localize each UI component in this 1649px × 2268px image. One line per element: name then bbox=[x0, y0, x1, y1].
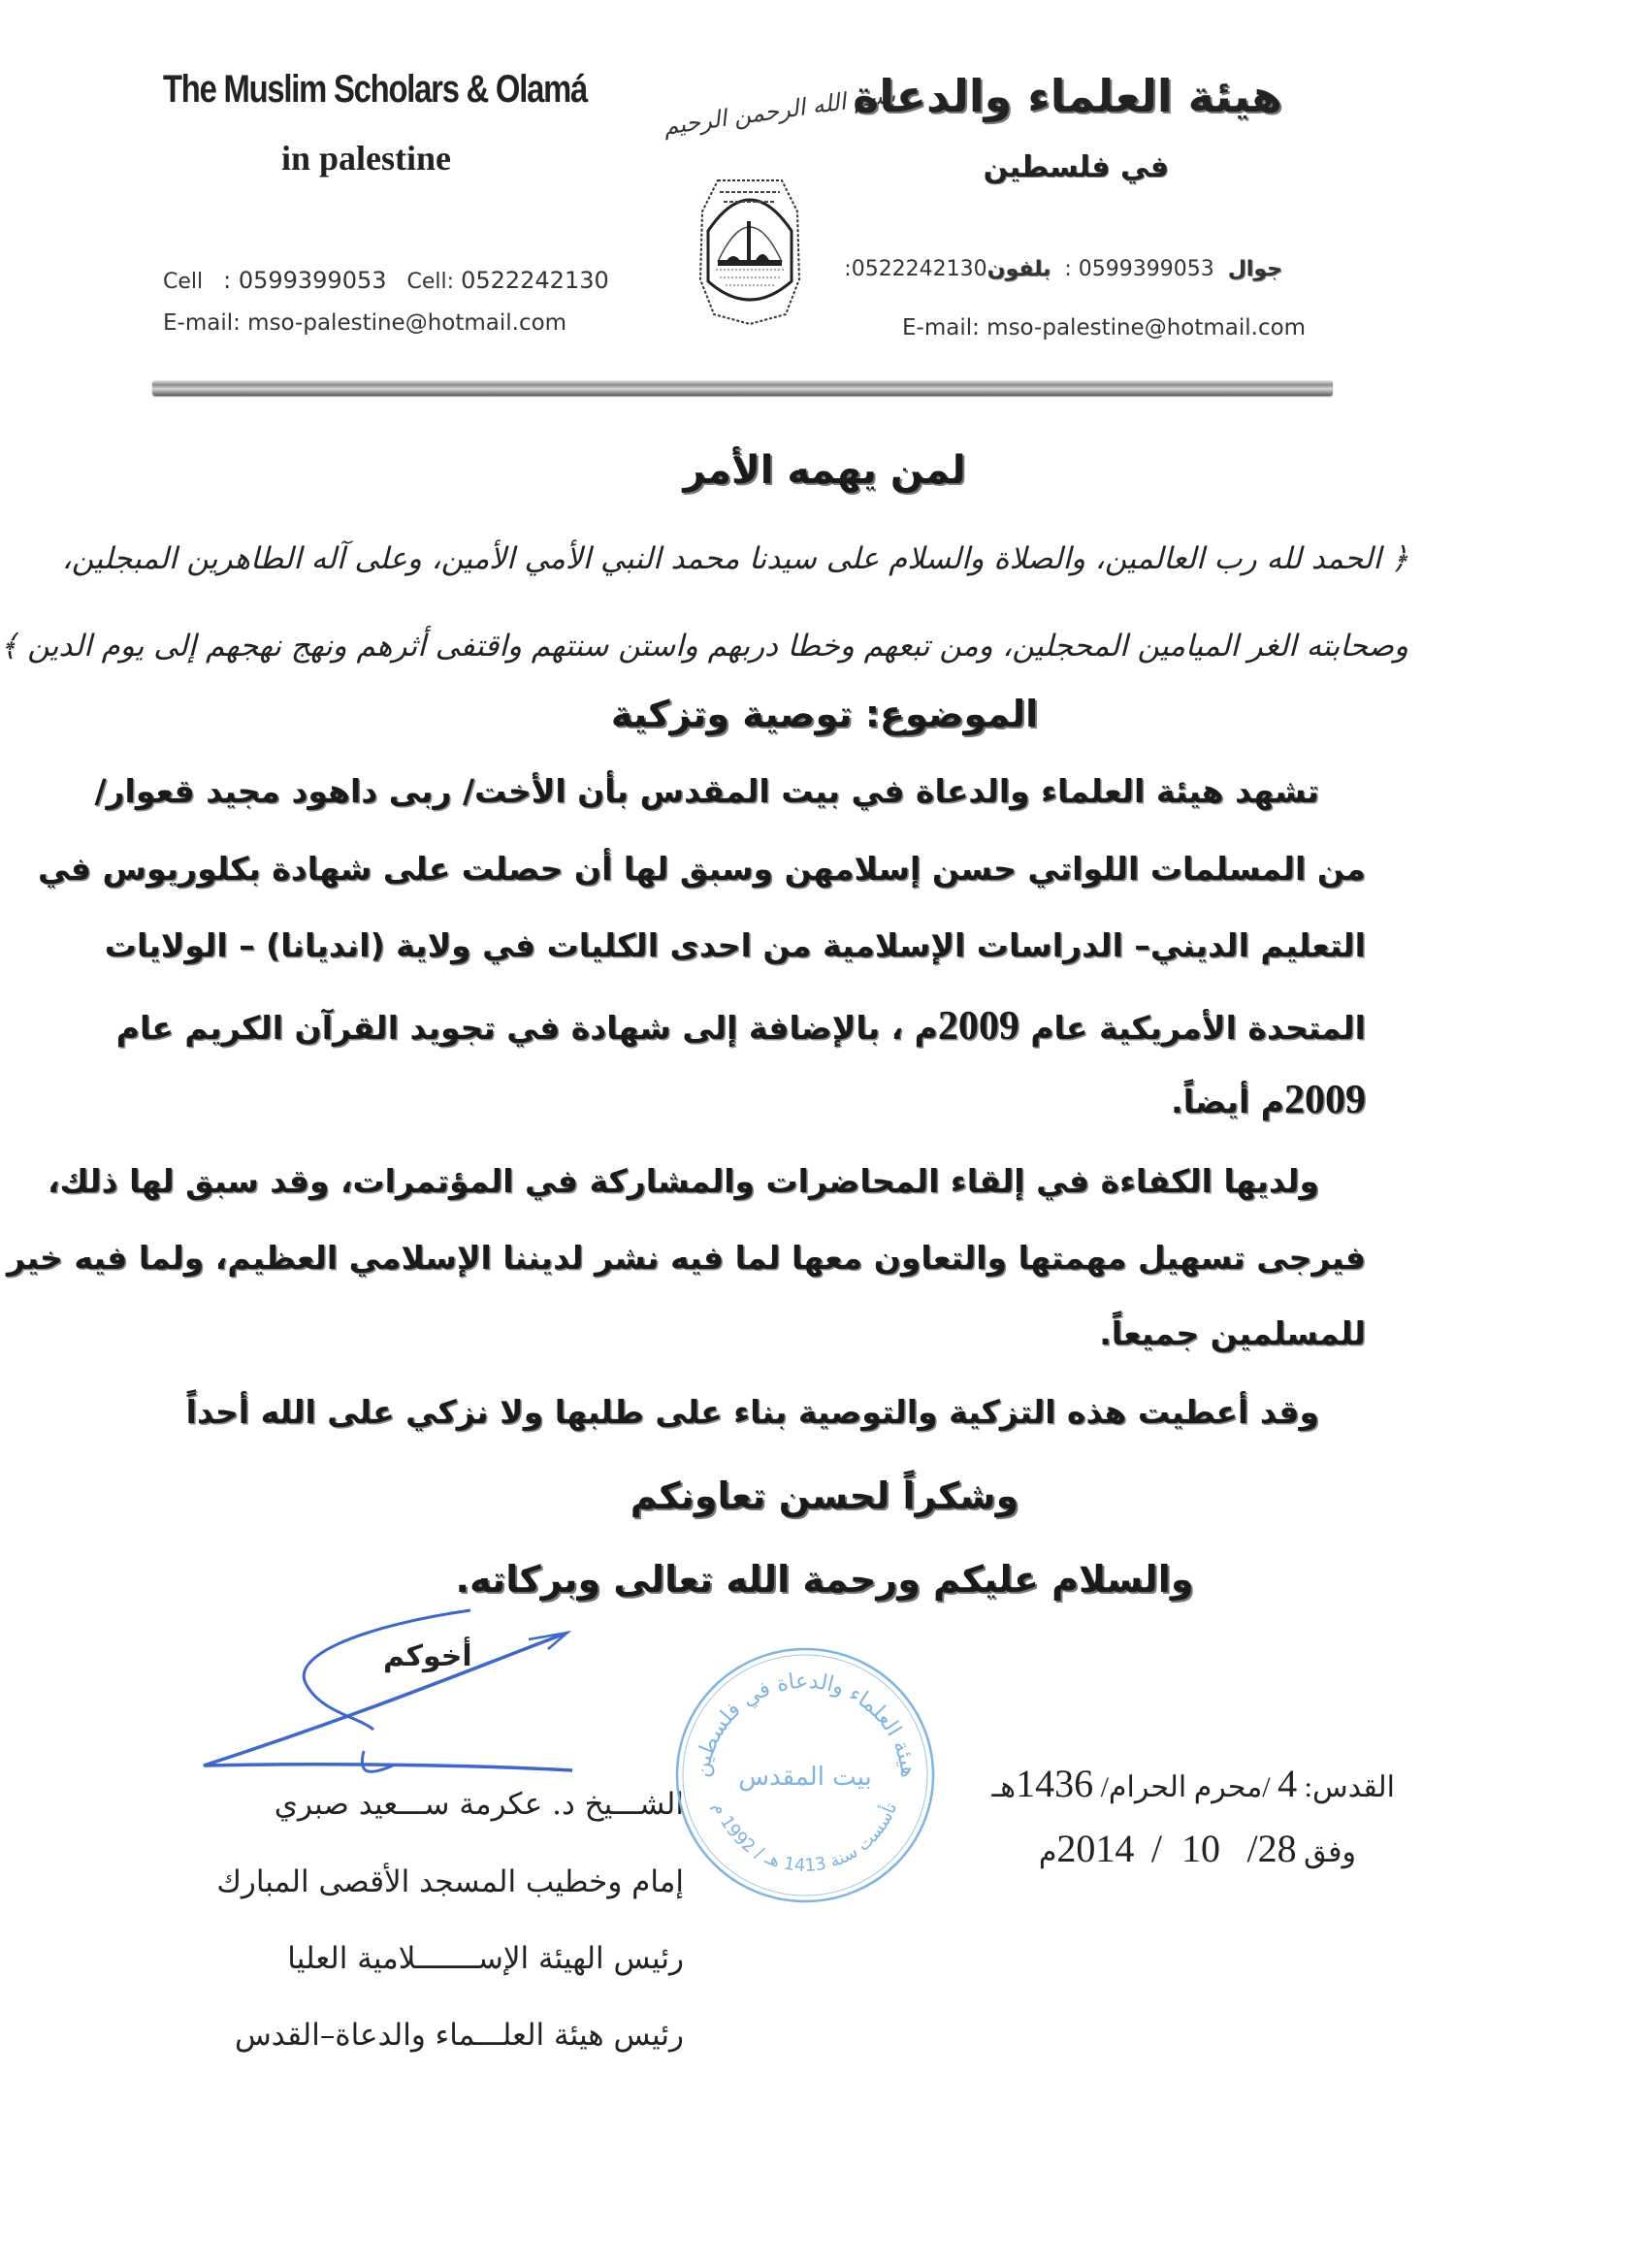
hijri-date bbox=[991, 1761, 1395, 1806]
p1-text-a: المتحدة الأمريكية عام bbox=[1030, 1009, 1366, 1047]
signer-title-3: رئيس هيئة العلـــماء والدعاة–القدس bbox=[234, 2018, 684, 2053]
greg-day: 28 bbox=[1257, 1827, 1297, 1870]
english-email: E-mail: mso-palestine@hotmail.com bbox=[163, 310, 567, 336]
paragraph-1-line-3: التعليم الديني– الدراسات الإسلامية من احدى الكليات في ولاية (انديانا) – الولايات bbox=[104, 926, 1366, 964]
basmala: بسم الله الرحمن الرحيم bbox=[662, 81, 897, 141]
subject-colon: : bbox=[852, 693, 881, 735]
stamp-center-text: بيت المقدس bbox=[738, 1763, 872, 1792]
hijri-day: 4 bbox=[1277, 1762, 1298, 1805]
hijri-year: 1436 bbox=[1016, 1762, 1094, 1805]
thanks-line: وشكراً لحسن تعاونكم bbox=[630, 1474, 1019, 1517]
arabic-phone-line bbox=[844, 257, 1282, 281]
english-org-name: The Muslim Scholars & Olamá bbox=[163, 68, 588, 111]
paragraph-3: وقد أعطيت هذه التزكية والتوصية بناء على طلبها ولا نزكي على الله أحداً bbox=[185, 1393, 1319, 1431]
p1-text-c: م أيضاً. bbox=[1171, 1083, 1284, 1120]
phone-number: :0522242130 bbox=[844, 257, 987, 281]
p1-year-a: 2009 bbox=[937, 1004, 1019, 1049]
paragraph-1-line-1: تشهد هيئة العلماء والدعاة في بيت المقدس بأن الأخت/ ربى داهود مجيد قعوار/ bbox=[94, 772, 1319, 810]
stamp-bottom-text: تأسست سنة 1413 هـ / 1992 م bbox=[708, 1799, 902, 1876]
cell-number-1: : 0599399053 bbox=[223, 267, 387, 294]
english-org-location: in palestine bbox=[281, 139, 452, 178]
hijri-prefix: القدس: bbox=[1304, 1771, 1395, 1803]
paragraph-1-line-4 bbox=[115, 1003, 1366, 1050]
signer-title-2: رئيس الهيئة الإســـــــلامية العليا bbox=[287, 1941, 684, 1976]
english-phone-line bbox=[163, 267, 609, 294]
paragraph-2-line-3: للمسلمين جميعاً. bbox=[1099, 1314, 1366, 1352]
official-stamp bbox=[669, 1639, 941, 1906]
date-separator: / bbox=[1141, 1827, 1182, 1870]
handwritten-signature bbox=[194, 1605, 737, 1814]
arabic-email: E-mail: mso-palestine@hotmail.com bbox=[902, 315, 1307, 340]
greg-suffix: م bbox=[1038, 1836, 1057, 1868]
stamp-outer-text: هيئة العلماء والدعاة في فلسطين bbox=[690, 1669, 921, 1779]
paragraph-2-line-2: فيرجى تسهيل مهمتها والتعاون معها لما فيه نشر لديننا الإسلامي العظيم، ولما فيه خير bbox=[7, 1239, 1366, 1277]
p1-text-b: م ، بالإضافة إلى شهادة في تجويد القرآن الكريم عام bbox=[115, 1009, 938, 1047]
greg-month: 10 bbox=[1181, 1827, 1221, 1870]
letterhead-divider bbox=[152, 380, 1333, 396]
cell-label-2: Cell: bbox=[406, 270, 455, 294]
dome-of-the-rock-emblem-icon bbox=[696, 173, 803, 326]
paragraph-1-line-2: من المسلمات اللواتي حسن إسلامهن وسبق لها أن حصلت على شهادة بكلوريوس في bbox=[37, 850, 1366, 888]
hijri-month: /محرم الحرام/ bbox=[1100, 1771, 1271, 1803]
cell-label-1: Cell bbox=[163, 270, 204, 294]
letter-heading: لمن يهمه الأمر bbox=[683, 448, 966, 493]
paragraph-1-line-5 bbox=[241, 1077, 1366, 1123]
date-separator: / bbox=[1227, 1827, 1258, 1870]
greg-year: 2014 bbox=[1056, 1827, 1135, 1870]
subject-label: الموضوع bbox=[880, 693, 1039, 735]
arabic-org-location: في فلسطين bbox=[983, 150, 1169, 184]
subject-line bbox=[0, 693, 1649, 735]
cell-number-2: 0522242130 bbox=[461, 267, 609, 294]
mobile-label: جوال bbox=[1227, 257, 1282, 281]
paragraph-2-line-1: ولديها الكفاءة في إلقاء المحاضرات والمشاركة في المؤتمرات، وقد سبق لها ذلك، bbox=[48, 1162, 1319, 1200]
closing-line: والسلام عليكم ورحمة الله تعالى وبركاته. bbox=[455, 1558, 1194, 1601]
gregorian-date bbox=[1039, 1826, 1356, 1871]
signoff: أخوكم bbox=[383, 1639, 472, 1673]
signer-name: الشـــيخ د. عكرمة ســـعيد صبري bbox=[274, 1787, 684, 1822]
invocation-line-2: وصحابته الغر الميامين المحجلين، ومن تبعهم وخطا دربهم واستن سنتهم واقتفى أثرهم ونهج نهجهم إلى يوم الدين ﴾ bbox=[0, 629, 1408, 664]
greg-prefix: وفق bbox=[1304, 1836, 1356, 1868]
arabic-org-name: هيئة العلماء والدعاة bbox=[853, 70, 1282, 122]
signer-title-1: إمام وخطيب المسجد الأقصى المبارك bbox=[216, 1864, 684, 1899]
phone-label: بلفون bbox=[986, 257, 1051, 281]
subject-text: توصية وتزكية bbox=[610, 693, 853, 735]
p1-year-b: 2009 bbox=[1284, 1078, 1366, 1122]
mobile-number: : 0599399053 bbox=[1064, 257, 1214, 281]
hijri-suffix: هـ bbox=[991, 1771, 1017, 1803]
invocation-line-1: ﴿ الحمد لله رب العالمين، والصلاة والسلام على سيدنا محمد النبي الأمي الأمين، وعلى آله الطاهرين المبجلين، bbox=[61, 541, 1408, 576]
